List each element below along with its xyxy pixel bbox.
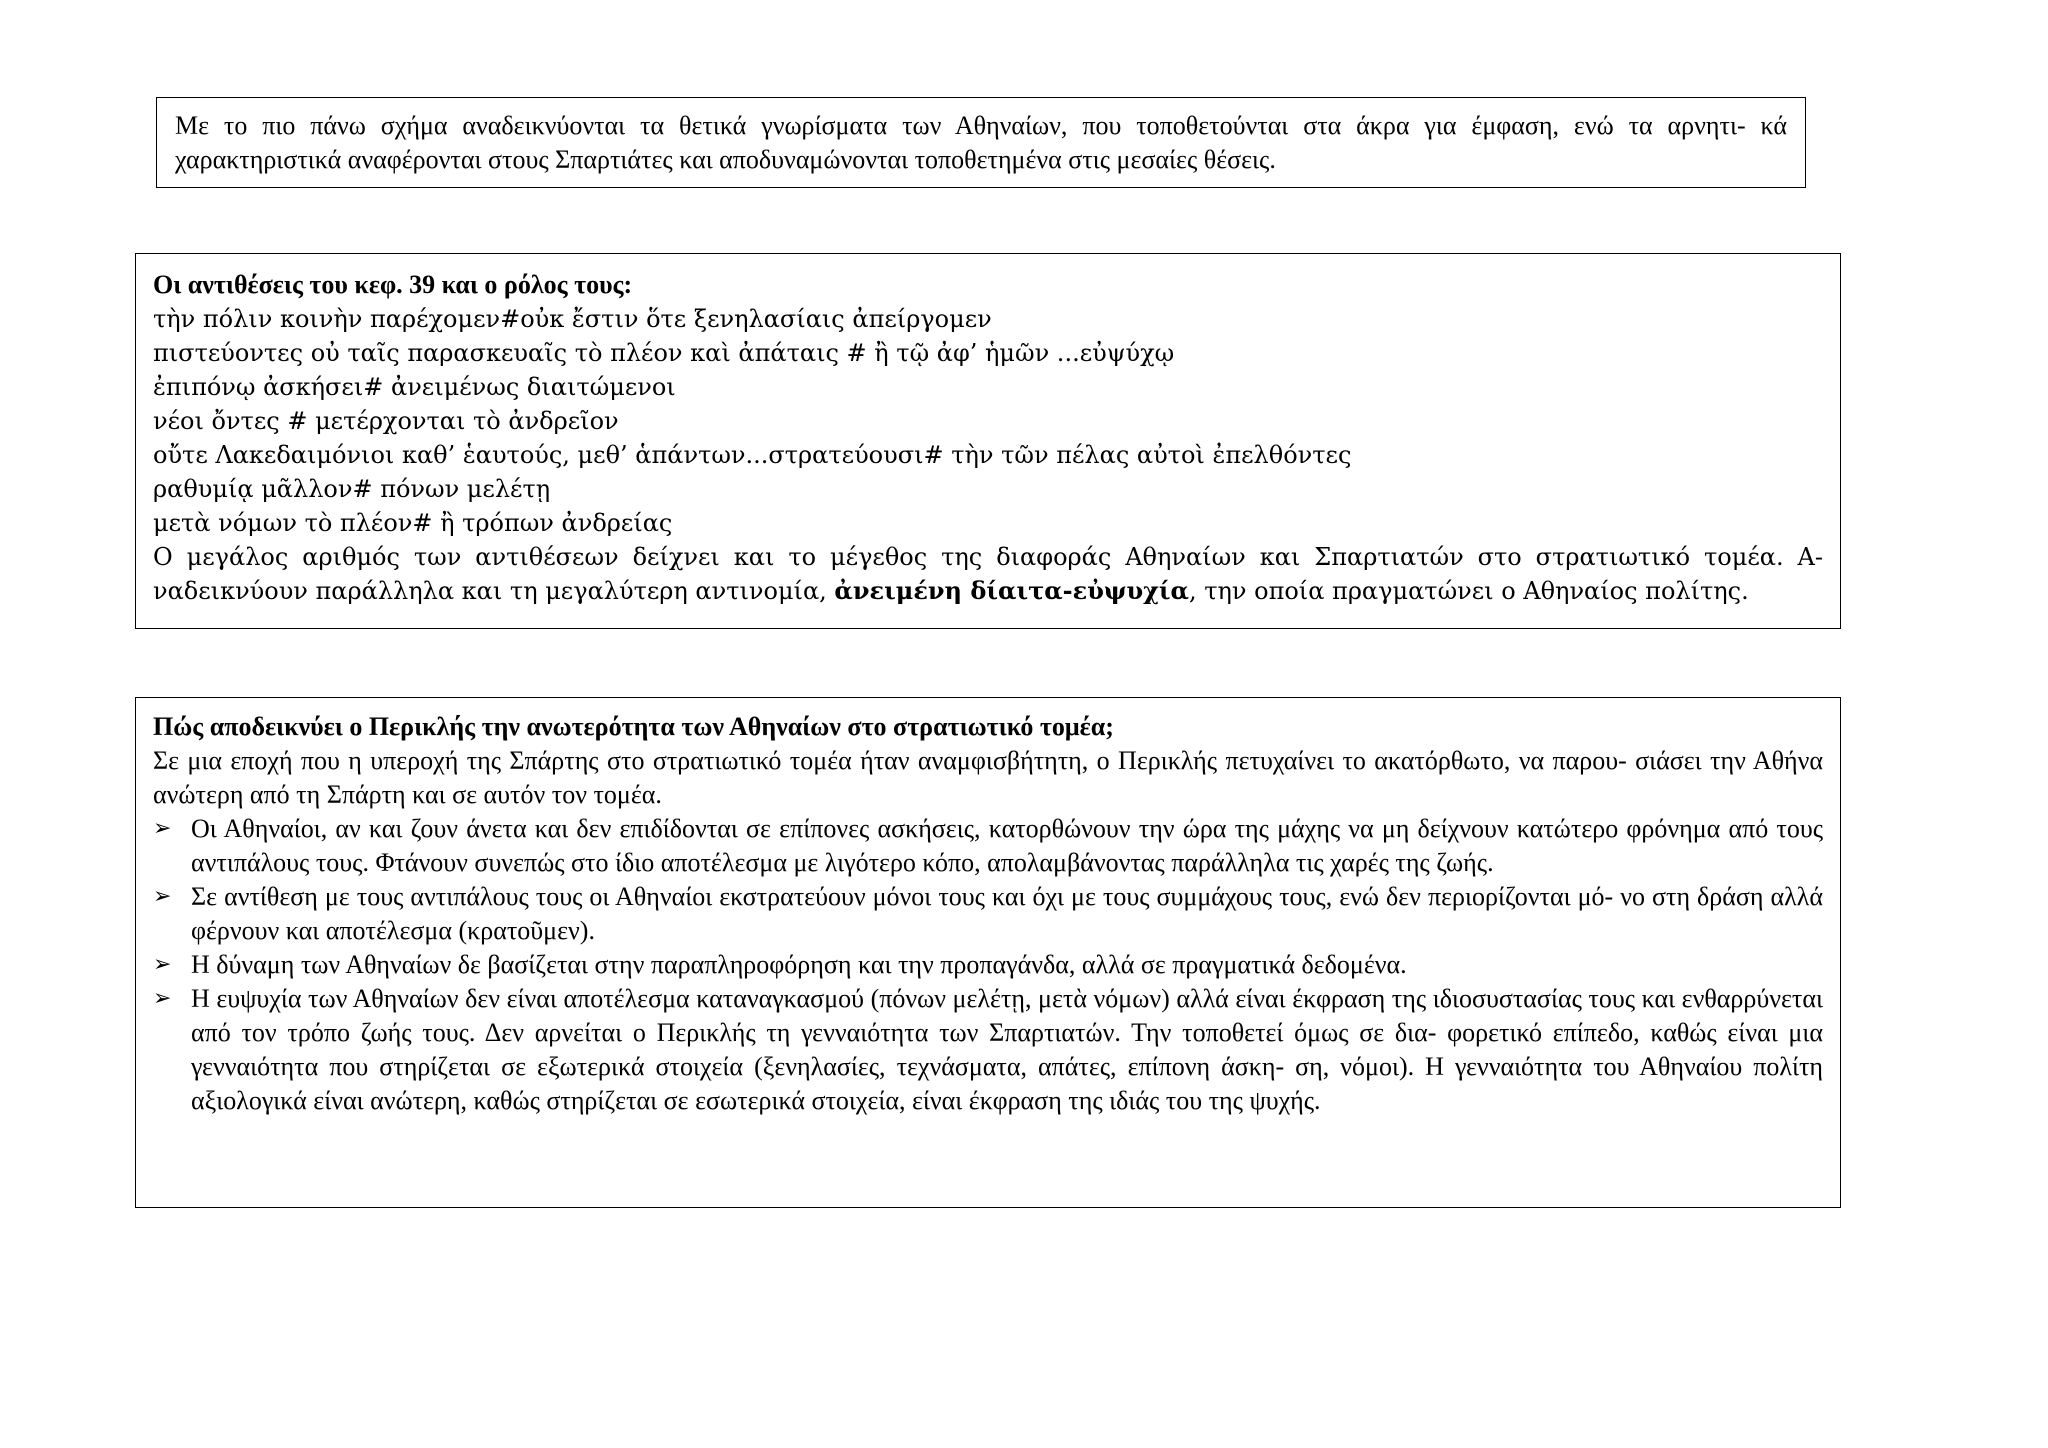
bullet-text: Η δύναμη των Αθηναίων δε βασίζεται στην παραπληροφόρηση και την προπαγάνδα, αλλά σε πραγματικά δεδομένα. — [191, 950, 1407, 979]
antitheses-list — [153, 302, 1823, 540]
antithesis-line: πιστεύοντες οὐ ταῖς παρασκευαῖς τὸ πλέον καὶ ἀπάταις # ἢ τῷ ἀφ’ ἡμῶν ...εὐψύχῳ — [153, 339, 1175, 367]
bullet-item — [153, 880, 1823, 948]
arrow-bullet-icon: ➢ — [153, 816, 172, 841]
superiority-box — [135, 697, 1841, 1208]
superiority-intro: Σε μια εποχή που η υπεροχή της Σπάρτης στο στρατιωτικό τομέα ήταν αναμφισβήτητη, ο Περικλής πετυχαίνει το ακατόρθωτο, να παρου- σιάσει την Αθήνα ανώτερη από τη Σπάρτη και σε αυτόν τον τομέα. — [153, 746, 1823, 809]
bullet-item — [153, 982, 1823, 1118]
bullet-item — [153, 812, 1823, 880]
antitheses-summary — [153, 540, 1823, 608]
antithesis-line: ἐπιπόνῳ ἀσκήσει# ἀνειμένως διαιτώμενοι — [153, 373, 676, 401]
arrow-bullet-icon: ➢ — [153, 884, 172, 909]
summary-key-phrase: ἀνειμένη δίαιτα-εὐψυχία — [834, 576, 1189, 605]
antithesis-line: μετὰ νόμων τὸ πλέον# ἢ τρόπων ἀνδρείας — [153, 509, 673, 537]
arrow-bullet-icon: ➢ — [153, 952, 172, 977]
antitheses-title: Οι αντιθέσεις του κεφ. 39 και ο ρόλος τους: — [153, 270, 633, 299]
summary-text-start: Ο μεγάλος αριθμός των αντιθέσεων δείχνει και το μέγεθος της διαφοράς Αθηναίων και Σπαρτιατών στο στρατιωτικό τομέα. Α- ναδεικνύουν παράλληλα και τη μεγαλύτερη αντινομία, — [153, 543, 1823, 605]
note-box-figure-comment — [156, 97, 1806, 188]
bullet-item — [153, 948, 1823, 982]
summary-text-end: , την οποία πραγματώνει ο Αθηναίος πολίτης. — [1189, 577, 1749, 605]
bullet-text: Οι Αθηναίοι, αν και ζουν άνετα και δεν επιδίδονται σε επίπονες ασκήσεις, κατορθώνουν την ώρα της μάχης να μη δείχνουν κατώτερο φρόνημα από τους αντιπάλους τους. Φτάνουν συνεπώς στο ίδιο αποτέλεσμα με λιγότερο κόπο, απολαμβάνοντας παράλληλα τις χαρές της ζωής. — [191, 814, 1823, 877]
antithesis-line: νέοι ὄντες # μετέρχονται τὸ ἀνδρεῖον — [153, 407, 619, 435]
antithesis-line: οὔτε Λακεδαιμόνιοι καθ’ ἑαυτούς, μεθ’ ἁπάντων...στρατεύουσι# τὴν τῶν πέλας αὐτοὶ ἐπελθόντες — [153, 441, 1352, 469]
figure-comment-text: Με το πιο πάνω σχήμα αναδεικνύονται τα θετικά γνωρίσματα των Αθηναίων, που τοποθετούνται στα άκρα για έμφαση, ενώ τα αρνητι- κά χαρακτηριστικά αναφέρονται στους Σπαρτιάτες και αποδυναμώνονται τοποθετημένα στις μεσαίες θέσεις. — [175, 111, 1787, 174]
antithesis-line: ραθυμίᾳ μᾶλλον# πόνων μελέτῃ — [153, 475, 551, 503]
bullet-text: Σε αντίθεση με τους αντιπάλους τους οι Αθηναίοι εκστρατεύουν μόνοι τους και όχι με τους συμμάχους τους, ενώ δεν περιορίζονται μό- νο στη δράση αλλά φέρνουν και αποτέλεσμα (κρατοῦμεν). — [191, 882, 1823, 945]
arrow-bullet-icon: ➢ — [153, 986, 172, 1011]
bullet-text: Η ευψυχία των Αθηναίων δεν είναι αποτέλεσμα καταναγκασμού (πόνων μελέτῃ, μετὰ νόμων) αλλά είναι έκφραση της ιδιοσυστασίας τους και ενθαρρύνεται από τον τρόπο ζωής τους. Δεν αρνείται ο Περικλής τη γενναιότητα των Σπαρτιατών. Την τοποθετεί όμως σε δια- φορετικό επίπεδο, καθώς είναι μια γενναιότητα που στηρίζεται σε εξωτερικά στοιχεία (ξενηλασίες, τεχνάσματα, απάτες, επίπονη άσκη- ση, νόμοι). Η γενναιότητα του Αθηναίου πολίτη αξιολογικά είναι ανώτερη, καθώς στηρίζεται σε εσωτερικά στοιχεία, είναι έκφραση της ιδιάς του της ψυχής. — [191, 984, 1823, 1115]
superiority-bullet-list — [153, 812, 1823, 1118]
antithesis-line: τὴν πόλιν κοινὴν παρέχομεν#οὐκ ἔστιν ὅτε ξενηλασίαις ἀπείργομεν — [153, 305, 992, 333]
antitheses-box — [135, 253, 1841, 629]
superiority-title: Πώς αποδεικνύει ο Περικλής την ανωτερότητα των Αθηναίων στο στρατιωτικό τομέα; — [153, 712, 1114, 741]
